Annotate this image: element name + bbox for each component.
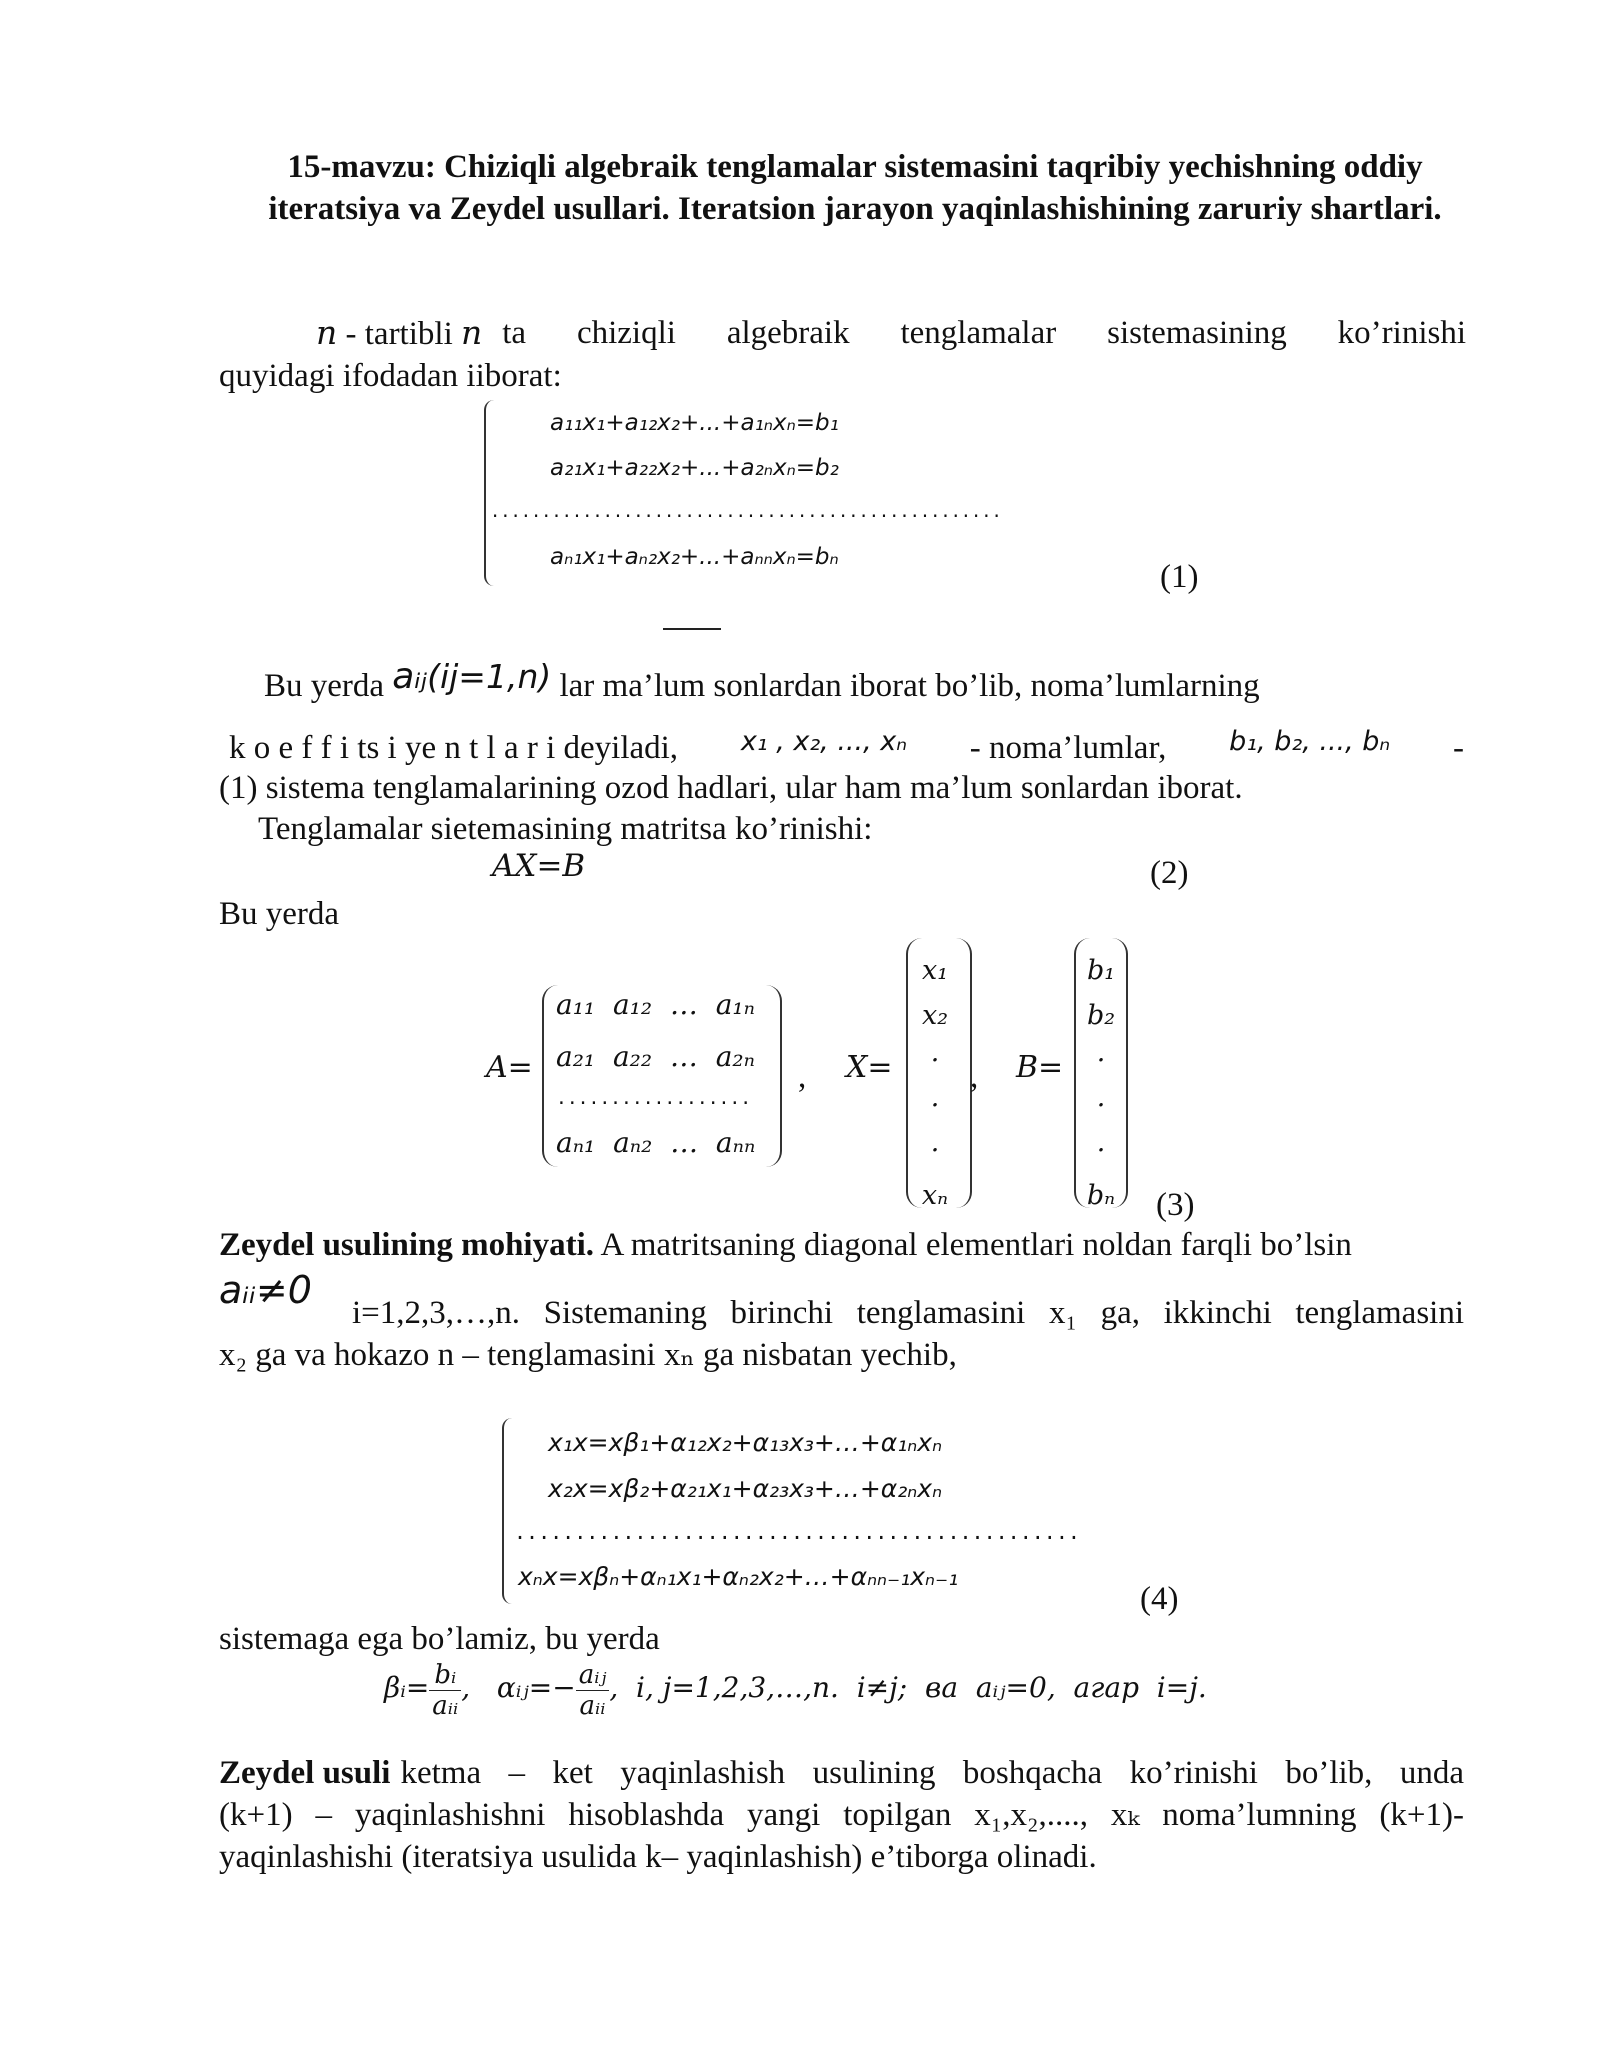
para4-line-1: sistemaga ega bo’lamiz, bu yerda [219, 1621, 660, 1657]
coefficient-formulas [384, 1660, 1207, 1721]
unknowns-list: x₁ , x₂, ..., xₙ [740, 726, 907, 757]
para1-line2-mid: - noma’lumlar, [969, 730, 1167, 766]
index-conditions: , i, j=1,2,3,…,n. i≠j; ва aᵢⱼ=0, агар i=j. [609, 1670, 1207, 1704]
system4-dots: ............................................... [514, 1520, 1080, 1544]
beta-denominator: aᵢᵢ [432, 1691, 459, 1721]
bu-yerda-label: Bu yerda [219, 896, 340, 932]
equation-2: AX=B [492, 848, 586, 884]
matrix-X-col [912, 948, 958, 1218]
matrix-B-entry-5: · [1096, 1135, 1106, 1166]
matrix-A-right-paren [766, 985, 782, 1167]
alpha-lhs: , αᵢⱼ=− [461, 1670, 576, 1704]
final-line-3: yaqinlashishi (iteratsiya usulida k– yaqinlashish) e’tiborga olinadi. [219, 1839, 1097, 1875]
n-symbol-2: n [460, 313, 483, 352]
intro-part1: - tartibli [345, 316, 453, 352]
free-terms-list: b₁, b₂, ..., bₙ [1229, 726, 1391, 757]
matrix-comma-2: , [970, 1059, 979, 1095]
matrix-X-entry-6: xₙ [921, 1180, 949, 1211]
intro-line-1 [316, 312, 1466, 355]
zeydel-line-1 [219, 1224, 1464, 1266]
para1-suffix: lar ma’lum sonlardan iborat bo’lib, noma’lumlarning [559, 668, 1260, 704]
matrix-A-row-4: aₙ₁ aₙ₂ … aₙₙ [556, 1126, 756, 1159]
beta-fraction [429, 1660, 461, 1721]
equation-number-4: (4) [1140, 1581, 1179, 1617]
matrix-X-entry-3: · [930, 1045, 940, 1076]
matrix-X-label: X= [846, 1050, 893, 1085]
para1-line-3: (1) sistema tenglamalarining ozod hadlari, ular ham ma’lum sonlardan iborat. [219, 770, 1243, 806]
para1-line-1 [264, 656, 1260, 707]
system1-brace [484, 400, 500, 586]
separator-line [663, 628, 721, 630]
final-heading: Zeydel usuli [219, 1755, 391, 1791]
matrix-B-col [1080, 948, 1122, 1218]
diagonal-condition: aᵢᵢ≠0 [219, 1268, 312, 1312]
aij-symbol: aᵢⱼ [392, 656, 428, 697]
matrix-A-label: A= [486, 1050, 533, 1085]
matrix-A-row-1: a₁₁ a₁₂ … a₁ₙ [556, 988, 755, 1021]
final-text-1: ketma – ket yaqinlashish usulining boshqacha ko’rinishi bo’lib, unda [400, 1755, 1464, 1791]
zeydel-line-2: i=1,2,3,…,n. Sistemaning birinchi tenglamasini x₁ ga, ikkinchi tenglamasini [352, 1295, 1464, 1331]
aij-range: (ij=1,n) [427, 657, 552, 696]
matrix-X-entry-1: x₁ [921, 955, 949, 986]
zeydel-heading: Zeydel usulining mohiyati. [219, 1227, 595, 1263]
matrix-B-entry-4: · [1096, 1090, 1106, 1121]
matrix-A-row-2: a₂₁ a₂₂ … a₂ₙ [556, 1040, 755, 1073]
system4-row-3: xₙx=xβₙ+αₙ₁x₁+αₙ₂x₂+…+αₙₙ₋₁xₙ₋₁ [518, 1562, 959, 1591]
system1-row-3: aₙ₁x₁+aₙ₂x₂+...+aₙₙxₙ=bₙ [550, 544, 839, 570]
matrix-B-entry-3: · [1096, 1045, 1106, 1076]
intro-line-2: quyidagi ifodadan iiborat: [219, 358, 562, 394]
beta-lhs: βᵢ= [384, 1670, 430, 1704]
para1-line2-prefix: k o e f f i ts i ye n t l a r i deyiladi, [229, 730, 679, 766]
matrix-B-label: B= [1016, 1050, 1064, 1085]
zeydel-text-1: A matritsaning diagonal elementlari noldan farqli bo’lsin [600, 1227, 1352, 1263]
alpha-denominator: aᵢᵢ [579, 1691, 606, 1721]
para1-line2-end: - [1452, 730, 1464, 766]
matrix-X-entry-2: x₂ [921, 1000, 949, 1031]
system1-row-2: a₂₁x₁+a₂₂x₂+...+a₂ₙxₙ=b₂ [550, 455, 839, 481]
system4-row-2: x₂x=xβ₂+α₂₁x₁+α₂₃x₃+…+α₂ₙxₙ [548, 1474, 943, 1503]
final-line-1 [219, 1752, 1464, 1794]
matrix-B-entry-1: b₁ [1086, 955, 1116, 986]
matrix-X-entry-5: · [930, 1135, 940, 1166]
para1-line-4: Tenglamalar sietemasining matritsa ko’rinishi: [258, 811, 873, 847]
system1-row-1: a₁₁x₁+a₁₂x₂+...+a₁ₙxₙ=b₁ [550, 410, 839, 436]
matrix-B-entry-6: bₙ [1086, 1180, 1116, 1211]
equation-number-3: (3) [1156, 1187, 1195, 1223]
system4-row-1: x₁x=xβ₁+α₁₂x₂+α₁₃x₃+…+α₁ₙxₙ [548, 1428, 943, 1457]
alpha-numerator: aᵢⱼ [576, 1660, 610, 1691]
matrix-B-entry-2: b₂ [1086, 1000, 1116, 1031]
alpha-fraction [576, 1660, 610, 1721]
final-line-2: (k+1) – yaqinlashishni hisoblashda yangi topilgan x₁,x₂,...., xₖ noma’lumning (k+1)- [219, 1797, 1464, 1833]
matrix-comma-1: , [798, 1059, 807, 1095]
beta-numerator: bᵢ [429, 1660, 461, 1691]
matrix-X-entry-4: · [930, 1090, 940, 1121]
para1-line-2 [229, 727, 1464, 769]
equation-number-1: (1) [1160, 559, 1199, 595]
page-title: 15-mavzu: Chiziqli algebraik tenglamalar sistemasini taqribiy yechishning oddiy iteratsiya va Zeydel usullari. Iteratsion jarayon yaqinlashishining zaruriy shartlari. [268, 149, 1442, 227]
matrix-A-row-3: .................. [556, 1088, 752, 1109]
system1-dots: .................................................. [490, 502, 1002, 522]
equation-number-2: (2) [1150, 855, 1189, 891]
para1-prefix: Bu yerda [264, 668, 385, 704]
intro-part2: ta chiziqli algebraik tenglamalar sistemasining ko’rinishi [502, 315, 1466, 351]
system4-brace [502, 1418, 518, 1604]
zeydel-line-3: x₂ ga va hokazo n – tenglamasini xₙ ga nisbatan yechib, [219, 1337, 957, 1373]
n-symbol: n [316, 313, 338, 352]
